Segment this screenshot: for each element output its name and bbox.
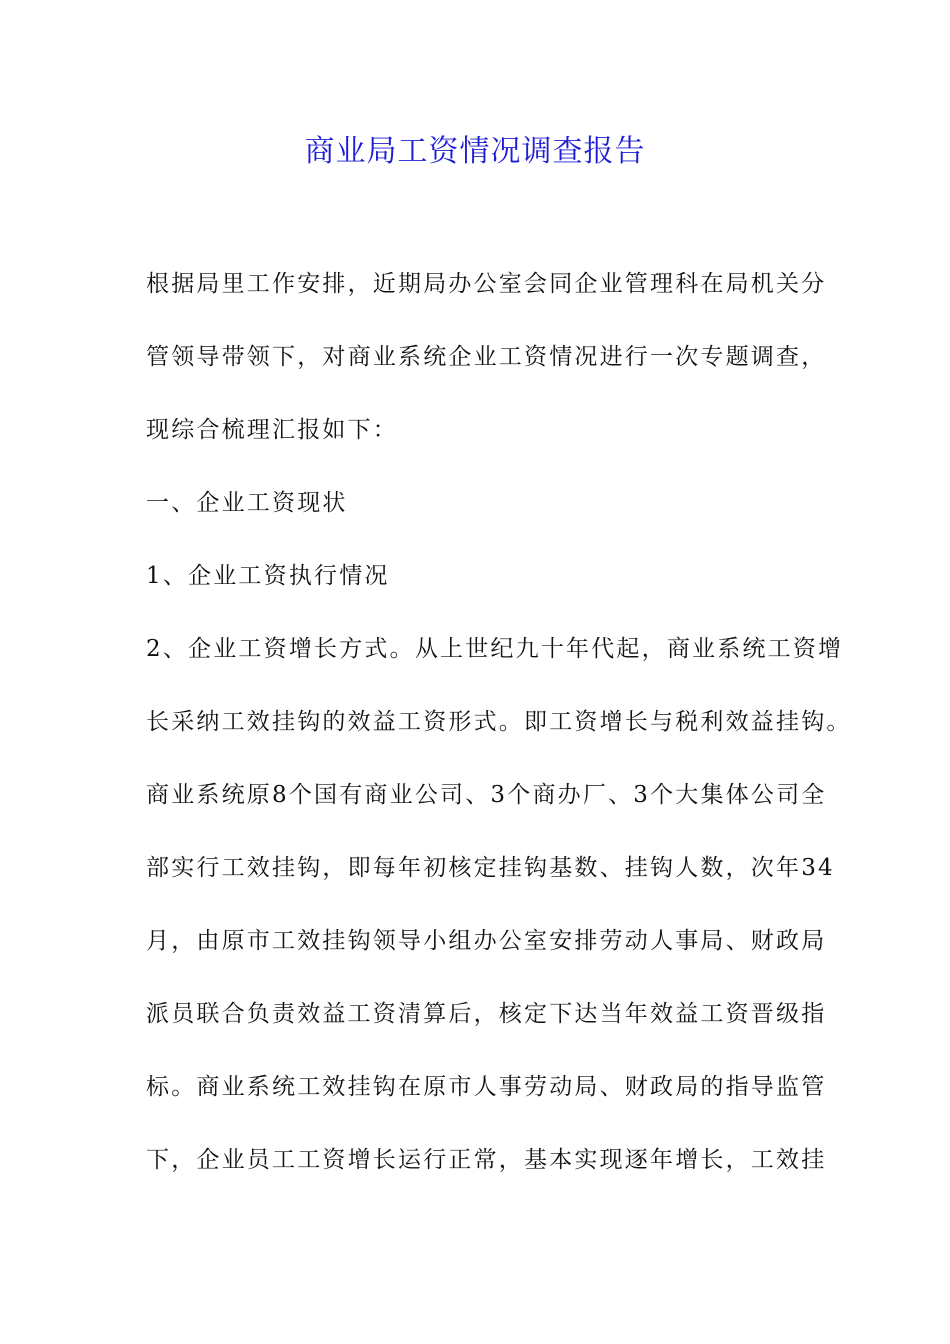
body-line: 部实行工效挂钩，即每年初核定挂钩基数、挂钩人数，次年34	[146, 855, 835, 881]
body-line: 2、企业工资增长方式。从上世纪九十年代起，商业系统工资增	[146, 636, 844, 662]
body-line: 根据局里工作安排，近期局办公室会同企业管理科在局机关分	[146, 271, 827, 297]
body-line: 长采纳工效挂钩的效益工资形式。即工资增长与税利效益挂钩。	[146, 709, 852, 735]
document-body	[146, 262, 852, 1211]
body-line: 月，由原市工效挂钩领导小组办公室安排劳动人事局、财政局	[146, 928, 827, 954]
body-line: 商业系统原8个国有商业公司、3个商办厂、3个大集体公司全	[146, 782, 827, 808]
body-line: 标。商业系统工效挂钩在原市人事劳动局、财政局的指导监管	[146, 1074, 827, 1100]
subsection-heading: 1、企业工资执行情况	[146, 563, 390, 589]
body-line: 管领导带领下，对商业系统企业工资情况进行一次专题调查，	[146, 344, 827, 370]
document-title: 商业局工资情况调查报告	[304, 134, 646, 169]
body-line: 现综合梳理汇报如下：	[146, 417, 398, 443]
body-line: 派员联合负责效益工资清算后，核定下达当年效益工资晋级指	[146, 1001, 827, 1027]
section-heading: 一、企业工资现状	[146, 490, 348, 516]
body-line: 下，企业员工工资增长运行正常，基本实现逐年增长，工效挂	[146, 1147, 827, 1173]
